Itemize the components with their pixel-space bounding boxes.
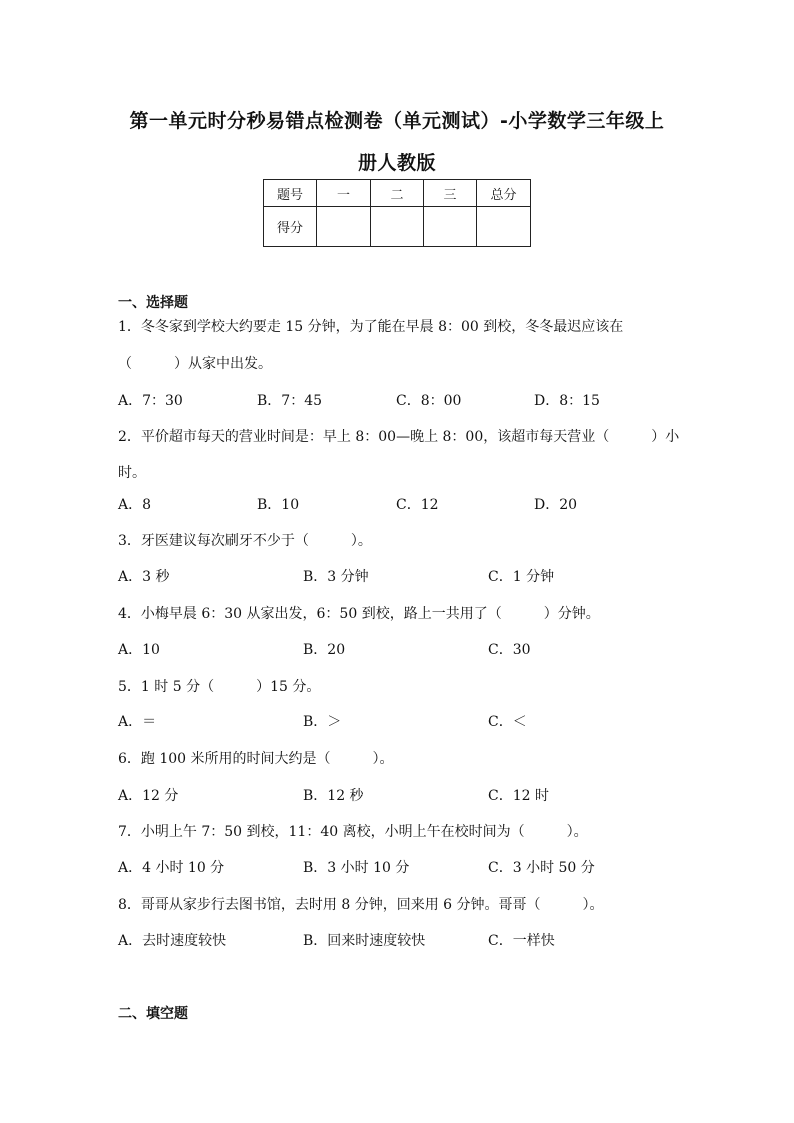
option: A．12 分 xyxy=(118,788,179,804)
option: B．10 xyxy=(257,497,300,513)
question-7-text: 7．小明上午 7：50 到校，11：40 离校，小明上午在校时间为（ ）。 xyxy=(118,824,588,840)
option: C．3 小时 50 分 xyxy=(488,860,595,876)
score-header: 三 xyxy=(424,180,477,207)
score-header: 一 xyxy=(317,180,371,207)
score-table xyxy=(263,179,531,247)
option: B．3 小时 10 分 xyxy=(303,860,410,876)
question-2-text: 2．平价超市每天的营业时间是：早上 8：00—晚上 8：00，该超市每天营业（ ）小 xyxy=(118,429,680,445)
question-6-text: 6．跑 100 米所用的时间大约是（ ）。 xyxy=(118,751,394,767)
score-header: 题号 xyxy=(264,180,317,207)
page-title-continued: 册人教版 xyxy=(357,152,436,174)
option: C．12 xyxy=(396,497,439,513)
option: A．7：30 xyxy=(118,393,183,409)
question-3-text: 3．牙医建议每次刷牙不少于（ ）。 xyxy=(118,533,372,549)
option: C．8：00 xyxy=(396,393,462,409)
score-cell[interactable] xyxy=(317,207,371,247)
option: D．20 xyxy=(534,497,578,513)
option: A．去时速度较快 xyxy=(118,933,227,949)
question-5-text: 5．1 时 5 分（ ）15 分。 xyxy=(118,679,321,695)
option: B．20 xyxy=(303,642,346,658)
question-1-text: 1．冬冬家到学校大约要走 15 分钟，为了能在早晨 8：00 到校，冬冬最迟应该在 xyxy=(118,319,624,335)
option: A．3 秒 xyxy=(118,569,170,585)
option: C．12 时 xyxy=(488,788,549,804)
question-1-text: （ ）从家中出发。 xyxy=(118,356,272,372)
question-8-text: 8．哥哥从家步行去图书馆，去时用 8 分钟，回来用 6 分钟。哥哥（ ）。 xyxy=(118,897,604,913)
option: B．＞ xyxy=(303,714,342,730)
option: B．回来时速度较快 xyxy=(303,933,426,949)
option: A．4 小时 10 分 xyxy=(118,860,225,876)
score-header: 二 xyxy=(371,180,424,207)
option: C．1 分钟 xyxy=(488,569,555,585)
section-heading-fill: 二、填空题 xyxy=(118,1006,188,1022)
option: B．12 秒 xyxy=(303,788,364,804)
score-row-label: 得分 xyxy=(264,207,317,247)
option: A．8 xyxy=(118,497,152,513)
score-cell[interactable] xyxy=(371,207,424,247)
option: C．一样快 xyxy=(488,933,555,949)
question-2-text: 时。 xyxy=(118,465,146,481)
option: A．＝ xyxy=(118,714,157,730)
score-cell[interactable] xyxy=(477,207,531,247)
option: B．3 分钟 xyxy=(303,569,369,585)
option: C．＜ xyxy=(488,714,527,730)
section-heading-choice: 一、选择题 xyxy=(118,295,188,311)
score-header: 总分 xyxy=(477,180,531,207)
page-title: 第一单元时分秒易错点检测卷（单元测试）-小学数学三年级上 xyxy=(129,110,665,132)
question-4-text: 4．小梅早晨 6：30 从家出发，6：50 到校，路上一共用了（ ）分钟。 xyxy=(118,606,600,622)
option: A．10 xyxy=(118,642,160,658)
option: C．30 xyxy=(488,642,531,658)
option: B．7：45 xyxy=(257,393,323,409)
option: D．8：15 xyxy=(534,393,600,409)
score-cell[interactable] xyxy=(424,207,477,247)
